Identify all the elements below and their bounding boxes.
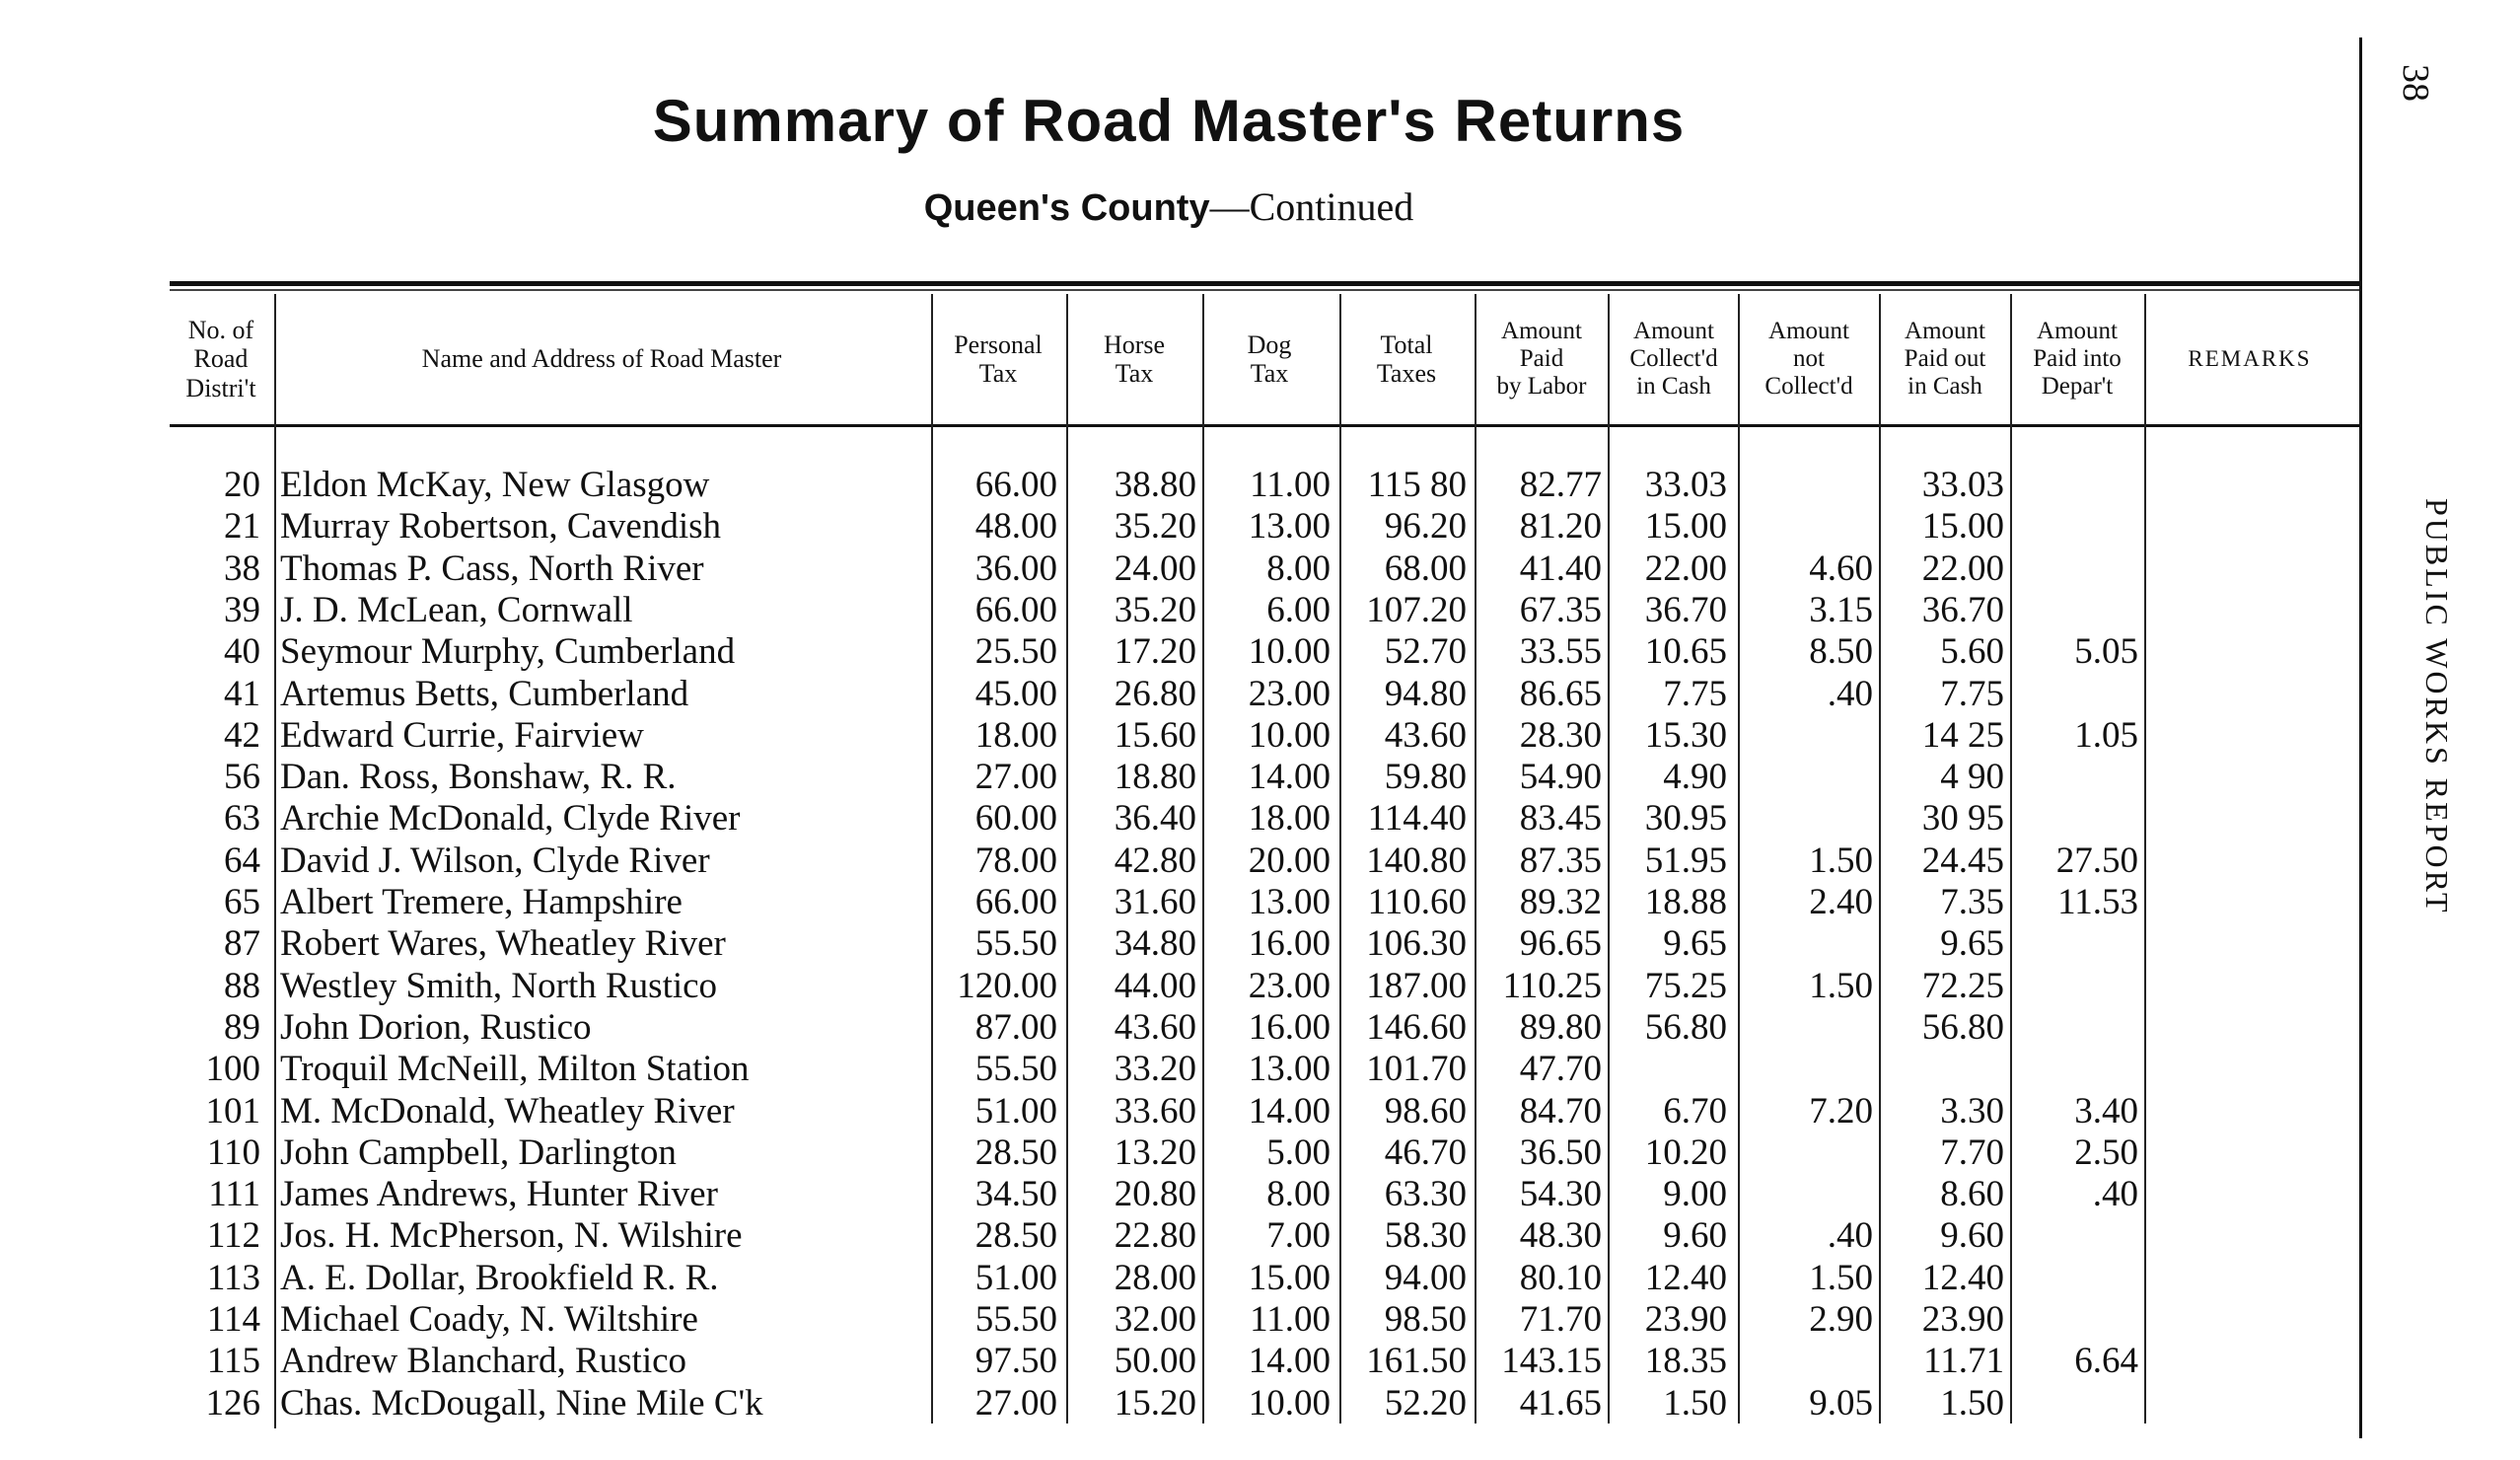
total-taxes: 58.30	[1384, 1215, 1467, 1257]
dog-tax: 14.00	[1248, 1341, 1331, 1382]
collected-in-cash: 18.88	[1644, 882, 1727, 922]
page-edge-rule	[2359, 37, 2362, 1438]
paid-by-labor: 36.50	[1519, 1132, 1602, 1173]
total-taxes: 115 80	[1367, 465, 1467, 505]
table-row	[0, 1340, 2170, 1381]
district-no: 100	[205, 1049, 260, 1090]
table-row	[0, 965, 2170, 1006]
dog-tax: 14.00	[1248, 1090, 1331, 1132]
total-taxes: 94.80	[1384, 673, 1467, 714]
dog-tax: 8.00	[1266, 1174, 1331, 1215]
horse-tax: 13.20	[1114, 1132, 1196, 1173]
total-taxes: 114.40	[1367, 798, 1467, 840]
dog-tax: 10.00	[1248, 714, 1331, 756]
horse-tax: 31.60	[1114, 882, 1196, 922]
not-collected: 3.15	[1809, 589, 1873, 630]
not-collected: 1.50	[1809, 1257, 1873, 1298]
header-paid-out-in-cash: Amount Paid out in Cash	[1904, 318, 1986, 400]
page-subtitle	[0, 183, 2338, 230]
table-row	[0, 1006, 2170, 1048]
horse-tax: 33.20	[1114, 1049, 1196, 1090]
table-row	[0, 714, 2170, 756]
horse-tax: 43.60	[1114, 1006, 1196, 1048]
paid-out-in-cash: 72.25	[1921, 965, 2004, 1006]
road-master-name: Jos. H. McPherson, N. Wilshire	[280, 1215, 743, 1257]
district-no: 42	[224, 714, 260, 756]
personal-tax: 66.00	[974, 589, 1057, 630]
collected-in-cash: 23.90	[1644, 1299, 1727, 1340]
dog-tax: 10.00	[1248, 631, 1331, 673]
district-no: 64	[224, 840, 260, 881]
paid-by-labor: 86.65	[1519, 673, 1602, 714]
collected-in-cash: 33.03	[1644, 465, 1727, 505]
dog-tax: 15.00	[1248, 1257, 1331, 1298]
table-row	[0, 589, 2170, 630]
district-no: 38	[224, 548, 260, 589]
dog-tax: 10.00	[1248, 1382, 1331, 1424]
total-taxes: 63.30	[1384, 1174, 1467, 1215]
table-row	[0, 630, 2170, 672]
personal-tax: 55.50	[974, 923, 1057, 965]
dog-tax: 7.00	[1266, 1215, 1331, 1257]
district-no: 113	[206, 1257, 260, 1298]
dog-tax: 13.00	[1248, 506, 1331, 548]
table-row	[0, 1173, 2170, 1214]
table-row	[0, 505, 2170, 547]
horse-tax: 33.60	[1114, 1090, 1196, 1132]
road-master-name: Robert Wares, Wheatley River	[280, 923, 726, 965]
road-master-name: Troquil McNeill, Milton Station	[280, 1049, 750, 1090]
total-taxes: 94.00	[1384, 1257, 1467, 1298]
personal-tax: 51.00	[974, 1257, 1057, 1298]
paid-out-in-cash: 4 90	[1940, 757, 2004, 798]
personal-tax: 78.00	[974, 840, 1057, 881]
paid-by-labor: 80.10	[1519, 1257, 1602, 1298]
paid-out-in-cash: 1.50	[1940, 1382, 2004, 1424]
paid-out-in-cash: 14 25	[1921, 714, 2004, 756]
road-master-name: Andrew Blanchard, Rustico	[280, 1341, 687, 1382]
table-row	[0, 1214, 2170, 1256]
paid-into-department: .40	[2092, 1174, 2138, 1215]
road-master-name: M. McDonald, Wheatley River	[280, 1090, 735, 1132]
paid-out-in-cash: 3.30	[1940, 1090, 2004, 1132]
table-row	[0, 1382, 2170, 1424]
table-top-rule	[170, 281, 2359, 286]
paid-out-in-cash: 9.60	[1940, 1215, 2004, 1257]
paid-by-labor: 47.70	[1519, 1049, 1602, 1090]
paid-out-in-cash: 12.40	[1921, 1257, 2004, 1298]
header-dog-tax: Dog Tax	[1247, 329, 1292, 388]
dog-tax: 16.00	[1248, 923, 1331, 965]
horse-tax: 35.20	[1114, 589, 1196, 630]
paid-out-in-cash: 33.03	[1921, 465, 2004, 505]
total-taxes: 98.50	[1384, 1299, 1467, 1340]
dog-tax: 23.00	[1248, 965, 1331, 1006]
dog-tax: 16.00	[1248, 1006, 1331, 1048]
paid-by-labor: 54.90	[1519, 757, 1602, 798]
paid-by-labor: 83.45	[1519, 798, 1602, 840]
table-row	[0, 464, 2170, 505]
dog-tax: 20.00	[1248, 840, 1331, 881]
horse-tax: 32.00	[1114, 1299, 1196, 1340]
collected-in-cash: 15.00	[1644, 506, 1727, 548]
personal-tax: 120.00	[957, 965, 1057, 1006]
paid-by-labor: 89.80	[1519, 1006, 1602, 1048]
horse-tax: 35.20	[1114, 506, 1196, 548]
paid-by-labor: 87.35	[1519, 840, 1602, 881]
header-personal-tax: Personal Tax	[954, 329, 1043, 388]
personal-tax: 48.00	[974, 506, 1057, 548]
collected-in-cash: 18.35	[1644, 1341, 1727, 1382]
total-taxes: 98.60	[1384, 1090, 1467, 1132]
personal-tax: 27.00	[974, 1382, 1057, 1424]
road-master-name: Michael Coady, N. Wiltshire	[280, 1299, 698, 1340]
paid-out-in-cash: 22.00	[1921, 548, 2004, 589]
total-taxes: 107.20	[1366, 589, 1467, 630]
header-paid-by-labor: Amount Paid by Labor	[1496, 318, 1587, 400]
county-name: Queen's County	[923, 187, 1210, 229]
paid-into-department: 6.64	[2074, 1341, 2138, 1382]
horse-tax: 38.80	[1114, 465, 1196, 505]
personal-tax: 66.00	[974, 882, 1057, 922]
collected-in-cash: 10.65	[1644, 631, 1727, 673]
paid-out-in-cash: 36.70	[1921, 589, 2004, 630]
paid-by-labor: 110.25	[1502, 965, 1602, 1006]
horse-tax: 42.80	[1114, 840, 1196, 881]
table-row	[0, 1048, 2170, 1089]
road-master-name: Seymour Murphy, Cumberland	[280, 631, 736, 673]
collected-in-cash: 56.80	[1644, 1006, 1727, 1048]
road-master-name: Artemus Betts, Cumberland	[280, 673, 689, 714]
table-row	[0, 1090, 2170, 1132]
header-collected-in-cash: Amount Collect'd in Cash	[1629, 318, 1718, 400]
not-collected: .40	[1827, 673, 1873, 714]
personal-tax: 60.00	[974, 798, 1057, 840]
paid-out-in-cash: 11.71	[1923, 1341, 2004, 1382]
paid-out-in-cash: 23.90	[1921, 1299, 2004, 1340]
not-collected: 4.60	[1809, 548, 1873, 589]
collected-in-cash: 7.75	[1663, 673, 1727, 714]
dog-tax: 11.00	[1250, 1299, 1331, 1340]
personal-tax: 97.50	[974, 1341, 1057, 1382]
collected-in-cash: 9.60	[1663, 1215, 1727, 1257]
personal-tax: 18.00	[974, 714, 1057, 756]
total-taxes: 52.20	[1384, 1382, 1467, 1424]
paid-by-labor: 96.65	[1519, 923, 1602, 965]
dog-tax: 6.00	[1266, 589, 1331, 630]
road-master-name: John Dorion, Rustico	[280, 1006, 592, 1048]
personal-tax: 36.00	[974, 548, 1057, 589]
dog-tax: 11.00	[1250, 465, 1331, 505]
not-collected: 2.40	[1809, 882, 1873, 922]
district-no: 126	[205, 1382, 260, 1424]
district-no: 65	[224, 882, 260, 922]
horse-tax: 15.60	[1114, 714, 1196, 756]
header-not-collected: Amount not Collect'd	[1764, 318, 1853, 400]
total-taxes: 146.60	[1366, 1006, 1467, 1048]
road-master-name: Dan. Ross, Bonshaw, R. R.	[280, 757, 677, 798]
not-collected: 1.50	[1809, 840, 1873, 881]
road-master-name: Eldon McKay, New Glasgow	[280, 465, 710, 505]
dog-tax: 8.00	[1266, 548, 1331, 589]
paid-into-department: 1.05	[2074, 714, 2138, 756]
horse-tax: 44.00	[1114, 965, 1196, 1006]
district-no: 87	[224, 923, 260, 965]
personal-tax: 25.50	[974, 631, 1057, 673]
collected-in-cash: 4.90	[1663, 757, 1727, 798]
personal-tax: 27.00	[974, 757, 1057, 798]
road-master-name: Thomas P. Cass, North River	[280, 548, 704, 589]
paid-by-labor: 28.30	[1519, 714, 1602, 756]
collected-in-cash: 9.00	[1663, 1174, 1727, 1215]
total-taxes: 68.00	[1384, 548, 1467, 589]
subtitle-continued: —Continued	[1209, 184, 1414, 229]
horse-tax: 36.40	[1114, 798, 1196, 840]
paid-out-in-cash: 24.45	[1921, 840, 2004, 881]
personal-tax: 28.50	[974, 1215, 1057, 1257]
table-row	[0, 1298, 2170, 1340]
table-row	[0, 548, 2170, 589]
paid-out-in-cash: 9.65	[1940, 923, 2004, 965]
header-horse-tax: Horse Tax	[1103, 329, 1166, 388]
district-no: 39	[224, 589, 260, 630]
horse-tax: 22.80	[1114, 1215, 1196, 1257]
district-no: 20	[224, 465, 260, 505]
road-master-name: Edward Currie, Fairview	[280, 714, 644, 756]
not-collected: 2.90	[1809, 1299, 1873, 1340]
horse-tax: 26.80	[1114, 673, 1196, 714]
road-master-name: David J. Wilson, Clyde River	[280, 840, 710, 881]
road-master-name: J. D. McLean, Cornwall	[280, 589, 633, 630]
paid-by-labor: 84.70	[1519, 1090, 1602, 1132]
total-taxes: 43.60	[1384, 714, 1467, 756]
dog-tax: 14.00	[1248, 757, 1331, 798]
table-row	[0, 756, 2170, 797]
road-master-name: John Campbell, Darlington	[280, 1132, 677, 1173]
collected-in-cash: 75.25	[1644, 965, 1727, 1006]
not-collected: 9.05	[1809, 1382, 1873, 1424]
dog-tax: 13.00	[1248, 882, 1331, 922]
dog-tax: 13.00	[1248, 1049, 1331, 1090]
personal-tax: 87.00	[974, 1006, 1057, 1048]
horse-tax: 24.00	[1114, 548, 1196, 589]
paid-out-in-cash: 15.00	[1921, 506, 2004, 548]
road-master-name: Chas. McDougall, Nine Mile C'k	[280, 1382, 763, 1424]
table-top-rule-thin	[170, 289, 2359, 291]
total-taxes: 110.60	[1367, 882, 1467, 922]
personal-tax: 51.00	[974, 1090, 1057, 1132]
road-master-name: James Andrews, Hunter River	[280, 1174, 718, 1215]
table-row	[0, 881, 2170, 922]
district-no: 112	[206, 1215, 260, 1257]
page-title: Summary of Road Master's Returns	[652, 88, 1686, 154]
road-master-name: Albert Tremere, Hampshire	[280, 882, 683, 922]
horse-tax: 28.00	[1114, 1257, 1196, 1298]
collected-in-cash: 12.40	[1644, 1257, 1727, 1298]
collected-in-cash: 30.95	[1644, 798, 1727, 840]
total-taxes: 59.80	[1384, 757, 1467, 798]
table-row	[0, 1132, 2170, 1173]
paid-out-in-cash: 7.35	[1940, 882, 2004, 922]
paid-by-labor: 67.35	[1519, 589, 1602, 630]
paid-into-department: 3.40	[2074, 1090, 2138, 1132]
district-no: 114	[206, 1299, 260, 1340]
collected-in-cash: 22.00	[1644, 548, 1727, 589]
road-master-name: A. E. Dollar, Brookfield R. R.	[280, 1257, 719, 1298]
table-row	[0, 797, 2170, 839]
horse-tax: 34.80	[1114, 923, 1196, 965]
table-row	[0, 840, 2170, 881]
paid-into-department: 27.50	[2055, 840, 2138, 881]
total-taxes: 187.00	[1366, 965, 1467, 1006]
total-taxes: 140.80	[1366, 840, 1467, 881]
personal-tax: 34.50	[974, 1174, 1057, 1215]
district-no: 101	[205, 1090, 260, 1132]
header-paid-into-department: Amount Paid into Depar't	[2033, 318, 2122, 400]
paid-out-in-cash: 7.75	[1940, 673, 2004, 714]
dog-tax: 5.00	[1266, 1132, 1331, 1173]
dog-tax: 18.00	[1248, 798, 1331, 840]
paid-by-labor: 143.15	[1501, 1341, 1602, 1382]
collected-in-cash: 6.70	[1663, 1090, 1727, 1132]
personal-tax: 55.50	[974, 1299, 1057, 1340]
not-collected: 7.20	[1809, 1090, 1873, 1132]
table-row	[0, 922, 2170, 964]
total-taxes: 46.70	[1384, 1132, 1467, 1173]
paid-out-in-cash: 30 95	[1921, 798, 2004, 840]
paid-by-labor: 82.77	[1519, 465, 1602, 505]
collected-in-cash: 10.20	[1644, 1132, 1727, 1173]
collected-in-cash: 36.70	[1644, 589, 1727, 630]
horse-tax: 20.80	[1114, 1174, 1196, 1215]
paid-out-in-cash: 5.60	[1940, 631, 2004, 673]
collected-in-cash: 15.30	[1644, 714, 1727, 756]
total-taxes: 101.70	[1366, 1049, 1467, 1090]
horse-tax: 17.20	[1114, 631, 1196, 673]
personal-tax: 66.00	[974, 465, 1057, 505]
road-master-name: Westley Smith, North Rustico	[280, 965, 718, 1006]
paid-by-labor: 48.30	[1519, 1215, 1602, 1257]
personal-tax: 28.50	[974, 1132, 1057, 1173]
collected-in-cash: 9.65	[1663, 923, 1727, 965]
collected-in-cash: 1.50	[1663, 1382, 1727, 1424]
page-number: 38	[2395, 64, 2436, 102]
running-head: PUBLIC WORKS REPORT	[2419, 498, 2455, 915]
total-taxes: 52.70	[1384, 631, 1467, 673]
header-total-taxes: Total Taxes	[1376, 329, 1437, 388]
not-collected: 8.50	[1809, 631, 1873, 673]
paid-by-labor: 33.55	[1519, 631, 1602, 673]
district-no: 111	[208, 1174, 260, 1215]
paid-out-in-cash: 8.60	[1940, 1174, 2004, 1215]
paid-out-in-cash: 56.80	[1921, 1006, 2004, 1048]
table-row	[0, 1257, 2170, 1298]
road-master-name: Murray Robertson, Cavendish	[280, 506, 722, 548]
dog-tax: 23.00	[1248, 673, 1331, 714]
horse-tax: 15.20	[1114, 1382, 1196, 1424]
table-header-rule	[170, 424, 2359, 427]
district-no: 40	[224, 631, 260, 673]
header-remarks: REMARKS	[2188, 346, 2312, 372]
district-no: 115	[206, 1341, 260, 1382]
paid-into-department: 5.05	[2074, 631, 2138, 673]
horse-tax: 50.00	[1114, 1341, 1196, 1382]
total-taxes: 96.20	[1384, 506, 1467, 548]
district-no: 89	[224, 1006, 260, 1048]
header-road-master: Name and Address of Road Master	[421, 344, 782, 374]
paid-by-labor: 54.30	[1519, 1174, 1602, 1215]
not-collected: 1.50	[1809, 965, 1873, 1006]
paid-by-labor: 41.65	[1519, 1382, 1602, 1424]
paid-into-department: 11.53	[2057, 882, 2138, 922]
paid-out-in-cash: 7.70	[1940, 1132, 2004, 1173]
paid-into-department: 2.50	[2074, 1132, 2138, 1173]
road-master-name: Archie McDonald, Clyde River	[280, 798, 741, 840]
district-no: 41	[224, 673, 260, 714]
paid-by-labor: 89.32	[1519, 882, 1602, 922]
personal-tax: 45.00	[974, 673, 1057, 714]
district-no: 88	[224, 965, 260, 1006]
district-no: 110	[206, 1132, 260, 1173]
personal-tax: 55.50	[974, 1049, 1057, 1090]
paid-by-labor: 81.20	[1519, 506, 1602, 548]
total-taxes: 106.30	[1366, 923, 1467, 965]
paid-by-labor: 71.70	[1519, 1299, 1602, 1340]
not-collected: .40	[1827, 1215, 1873, 1257]
paid-by-labor: 41.40	[1519, 548, 1602, 589]
district-no: 56	[224, 757, 260, 798]
header-district-no: No. of Road Distri't	[185, 316, 256, 402]
horse-tax: 18.80	[1114, 757, 1196, 798]
total-taxes: 161.50	[1366, 1341, 1467, 1382]
district-no: 21	[224, 506, 260, 548]
collected-in-cash: 51.95	[1644, 840, 1727, 881]
table-row	[0, 673, 2170, 714]
district-no: 63	[224, 798, 260, 840]
